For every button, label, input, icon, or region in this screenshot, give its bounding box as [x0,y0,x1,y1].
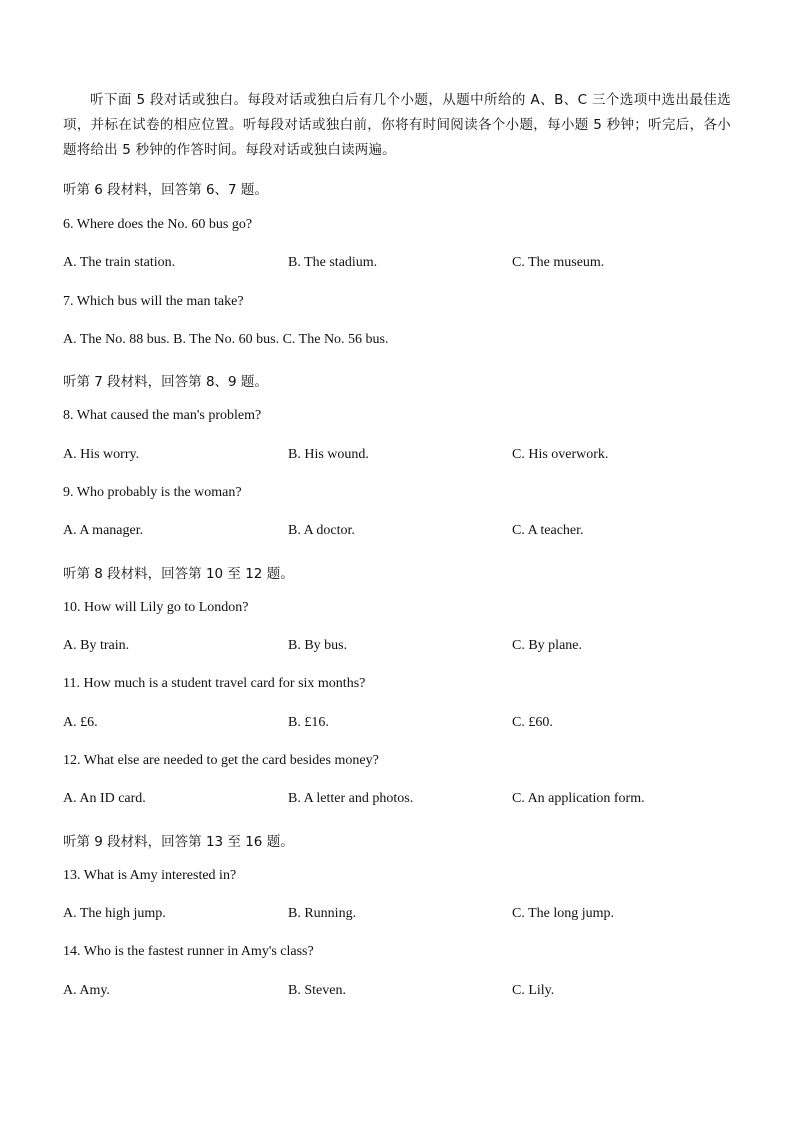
question-9-option-a: A. A manager. [63,523,144,538]
section-heading-7: 听第 7 段材料，回答第 8、9 题。 [63,374,268,390]
question-11-option-c: C. £60. [512,715,553,730]
question-14: 14. Who is the fastest runner in Amy's class? [63,944,314,959]
question-8-option-a: A. His worry. [63,447,140,462]
question-9-option-b: B. A doctor. [288,523,355,538]
question-14-option-b: B. Steven. [288,983,346,998]
question-6-option-b: B. The stadium. [288,255,378,270]
question-8-option-b: B. His wound. [288,447,369,462]
question-12-option-a: A. An ID card. [63,791,146,806]
question-9-option-c: C. A teacher. [512,523,584,538]
question-9: 9. Who probably is the woman? [63,485,242,500]
question-13-option-c: C. The long jump. [512,906,615,921]
question-14-option-a: A. Amy. [63,983,110,998]
question-13: 13. What is Amy interested in? [63,868,237,883]
question-12: 12. What else are needed to get the card besides money? [63,753,379,768]
instructions-paragraph: 听下面 5 段对话或独白。每段对话或独白后有几个小题，从题中所给的 A、B、C 三个选项中选出最佳选项，并标在试卷的相应位置。听每段对话或独白前，你将有时间阅读各个小题，每小题 5 秒钟；听完后，各小题将给出 5 秒钟的作答时间。每段对话或独白读两遍。 [63,92,731,158]
question-13-option-a: A. The high jump. [63,906,166,921]
question-11-option-a: A. £6. [63,715,98,730]
question-10-option-a: A. By train. [63,638,130,653]
question-7: 7. Which bus will the man take? [63,294,244,309]
question-11: 11. How much is a student travel card for six months? [63,676,366,691]
question-10: 10. How will Lily go to London? [63,600,249,615]
question-10-option-b: B. By bus. [288,638,348,653]
question-8: 8. What caused the man's problem? [63,408,262,423]
question-7-options: A. The No. 88 bus. B. The No. 60 bus. C. The No. 56 bus. [63,332,389,347]
question-6-option-c: C. The museum. [512,255,605,270]
question-8-option-c: C. His overwork. [512,447,609,462]
question-12-option-c: C. An application form. [512,791,645,806]
question-13-option-b: B. Running. [288,906,357,921]
section-heading-9: 听第 9 段材料，回答第 13 至 16 题。 [63,834,294,850]
section-heading-8: 听第 8 段材料，回答第 10 至 12 题。 [63,566,294,582]
question-14-option-c: C. Lily. [512,983,555,998]
question-6: 6. Where does the No. 60 bus go? [63,217,253,232]
question-6-option-a: A. The train station. [63,255,176,270]
question-10-option-c: C. By plane. [512,638,582,653]
question-11-option-b: B. £16. [288,715,329,730]
section-heading-6: 听第 6 段材料，回答第 6、7 题。 [63,182,268,198]
question-12-option-b: B. A letter and photos. [288,791,414,806]
